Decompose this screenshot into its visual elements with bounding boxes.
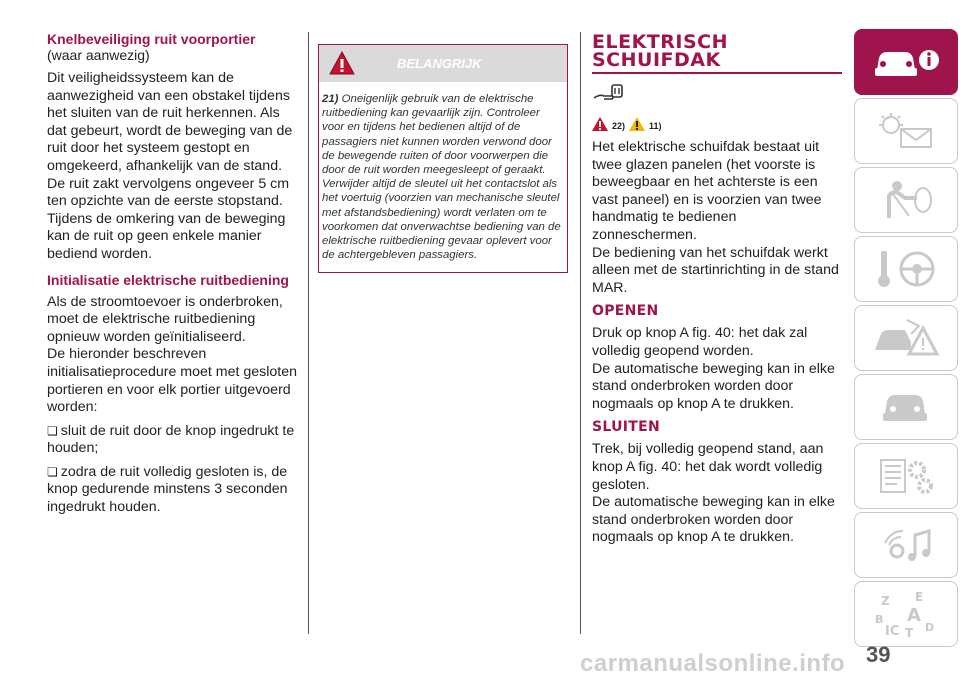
svg-text:Z: Z: [881, 594, 890, 608]
caution-small-icon: [629, 117, 645, 131]
sunroof-icon-wrap: [592, 82, 842, 111]
tab-car-info[interactable]: [854, 29, 958, 95]
svg-text:E: E: [915, 590, 924, 604]
key-steering-icon: [871, 247, 941, 291]
paragraph: De hieronder beschreven initialisatieprocedure moet met gesloten portieren en voor elk portier uitgevoerd worden:: [47, 346, 297, 416]
section-title-line: ELEKTRISCH: [592, 31, 728, 53]
watermark-footer: carmanualsonline.info: [580, 650, 846, 677]
sunroof-hand-icon: [592, 82, 626, 106]
heading-note: (waar aanwezig): [47, 47, 150, 63]
warning-small-icon: [592, 117, 608, 131]
page-number: 39: [866, 642, 891, 667]
warning-number: 21): [322, 93, 339, 105]
warning-box: [318, 44, 568, 273]
tab-safety[interactable]: [854, 167, 958, 233]
svg-text:T: T: [905, 626, 914, 639]
paragraph: Trek, bij volledig geopend stand, aan knop A fig. 40: het dak wordt volledig gesloten.: [592, 441, 824, 493]
section-title-line: SCHUIFDAK: [592, 49, 721, 71]
bullet-item: ❏ zodra de ruit volledig gesloten is, de knop gedurende minstens 3 seconden ingedrukt houden.: [47, 464, 299, 517]
car-info-icon: [871, 42, 941, 82]
heading-anti-pinch: Knelbeveiliging ruit voorportier: [47, 31, 256, 47]
subheading-close: SLUITEN: [592, 419, 661, 436]
paragraph: De automatische beweging kan in elke stand onderbroken worden door nogmaals op knop A te drukken.: [592, 360, 835, 412]
car-service-icon: [871, 385, 941, 429]
warning-lights-icon: [871, 111, 941, 151]
svg-text:D: D: [925, 621, 935, 634]
warning-title: BELANGRIJK: [397, 56, 482, 71]
chapter-tabs: [852, 29, 960, 650]
column-left: [47, 31, 299, 523]
svg-text:B: B: [875, 613, 884, 626]
tab-starting-driving[interactable]: [854, 236, 958, 302]
paragraph: De automatische beweging kan in elke stand onderbroken worden door nogmaals op knop A te drukken.: [592, 494, 835, 546]
paragraph: De bediening van het schuifdak werkt alleen met de startinrichting in de stand MAR.: [592, 244, 839, 296]
warning-text: Oneigenlijk gebruik van de elektrische ruitbediening kan gevaarlijk zijn. Controleer voor en tijdens het bedienen altijd of de passagiers niet kunnen worden verwond door de bewegende ruiten of door voorwerpen die door de ruit worden meegesleept of geraakt. Verwijder altijd de sleutel uit het contactslot als het voertuig (voorzien van mechanische sleutel met afstandsbediening) wordt verlaten om te voorkomen dat onverwachtse bediening van de elektrische ruitbediening gevaar oplevert voor de achtergebleven passagiers.: [322, 93, 561, 262]
tab-emergency[interactable]: [854, 305, 958, 371]
specs-gears-icon: [871, 454, 941, 498]
tab-warning-lights[interactable]: [854, 98, 958, 164]
crash-triangle-icon: [871, 316, 941, 360]
paragraph: Het elektrische schuifdak bestaat uit twee glazen panelen (het voorste is beweegbaar en het achterste is een vast paneel) en is voorzien van twee handmatig te bedienen zonneschermen.: [592, 139, 822, 243]
paragraph: Druk op knop A fig. 40: het dak zal volledig geopend worden.: [592, 325, 808, 359]
tab-technical-data[interactable]: [854, 443, 958, 509]
warning-header: [319, 45, 567, 82]
paragraph: Als de stroomtoevoer is onderbroken, moet de elektrische ruitbediening opnieuw worden geïnitialiseerd.: [47, 293, 283, 345]
warning-triangle-icon: [329, 51, 355, 75]
heading-initialisation: Initialisatie elektrische ruitbediening: [47, 271, 289, 288]
subheading-open: OPENEN: [592, 303, 659, 320]
warning-body: [319, 82, 567, 262]
tab-maintenance[interactable]: [854, 374, 958, 440]
multimedia-icon: [871, 523, 941, 567]
column-divider: [580, 32, 581, 634]
index-letters-icon: [871, 589, 941, 639]
airbag-seat-icon: [871, 178, 941, 222]
bullet-item: ❏ sluit de ruit door de knop ingedrukt te houden;: [47, 423, 299, 458]
reference-row: [592, 117, 842, 131]
tab-index[interactable]: [854, 581, 958, 647]
column-right: [592, 33, 842, 553]
svg-text:IC: IC: [885, 624, 900, 639]
reference-caution: 11): [649, 121, 662, 131]
section-title: [592, 33, 842, 74]
svg-text:A: A: [907, 605, 921, 626]
tab-multimedia[interactable]: [854, 512, 958, 578]
column-divider: [308, 32, 309, 634]
paragraph: Dit veiligheidssysteem kan de aanwezigheid van een obstakel tijdens het sluiten van de ruit herkennen. Als dat gebeurt, wordt de beweging van de ruit door het systeem gestopt en omgekeerd, afhankelijk van de stand. De ruit zakt vervolgens ongeveer 5 cm ten opzichte van de eerste stopstand. Tijdens de omkering van de beweging kan de ruit op geen enkele manier bediend worden.: [47, 70, 293, 262]
reference-warning: 22): [612, 121, 626, 131]
